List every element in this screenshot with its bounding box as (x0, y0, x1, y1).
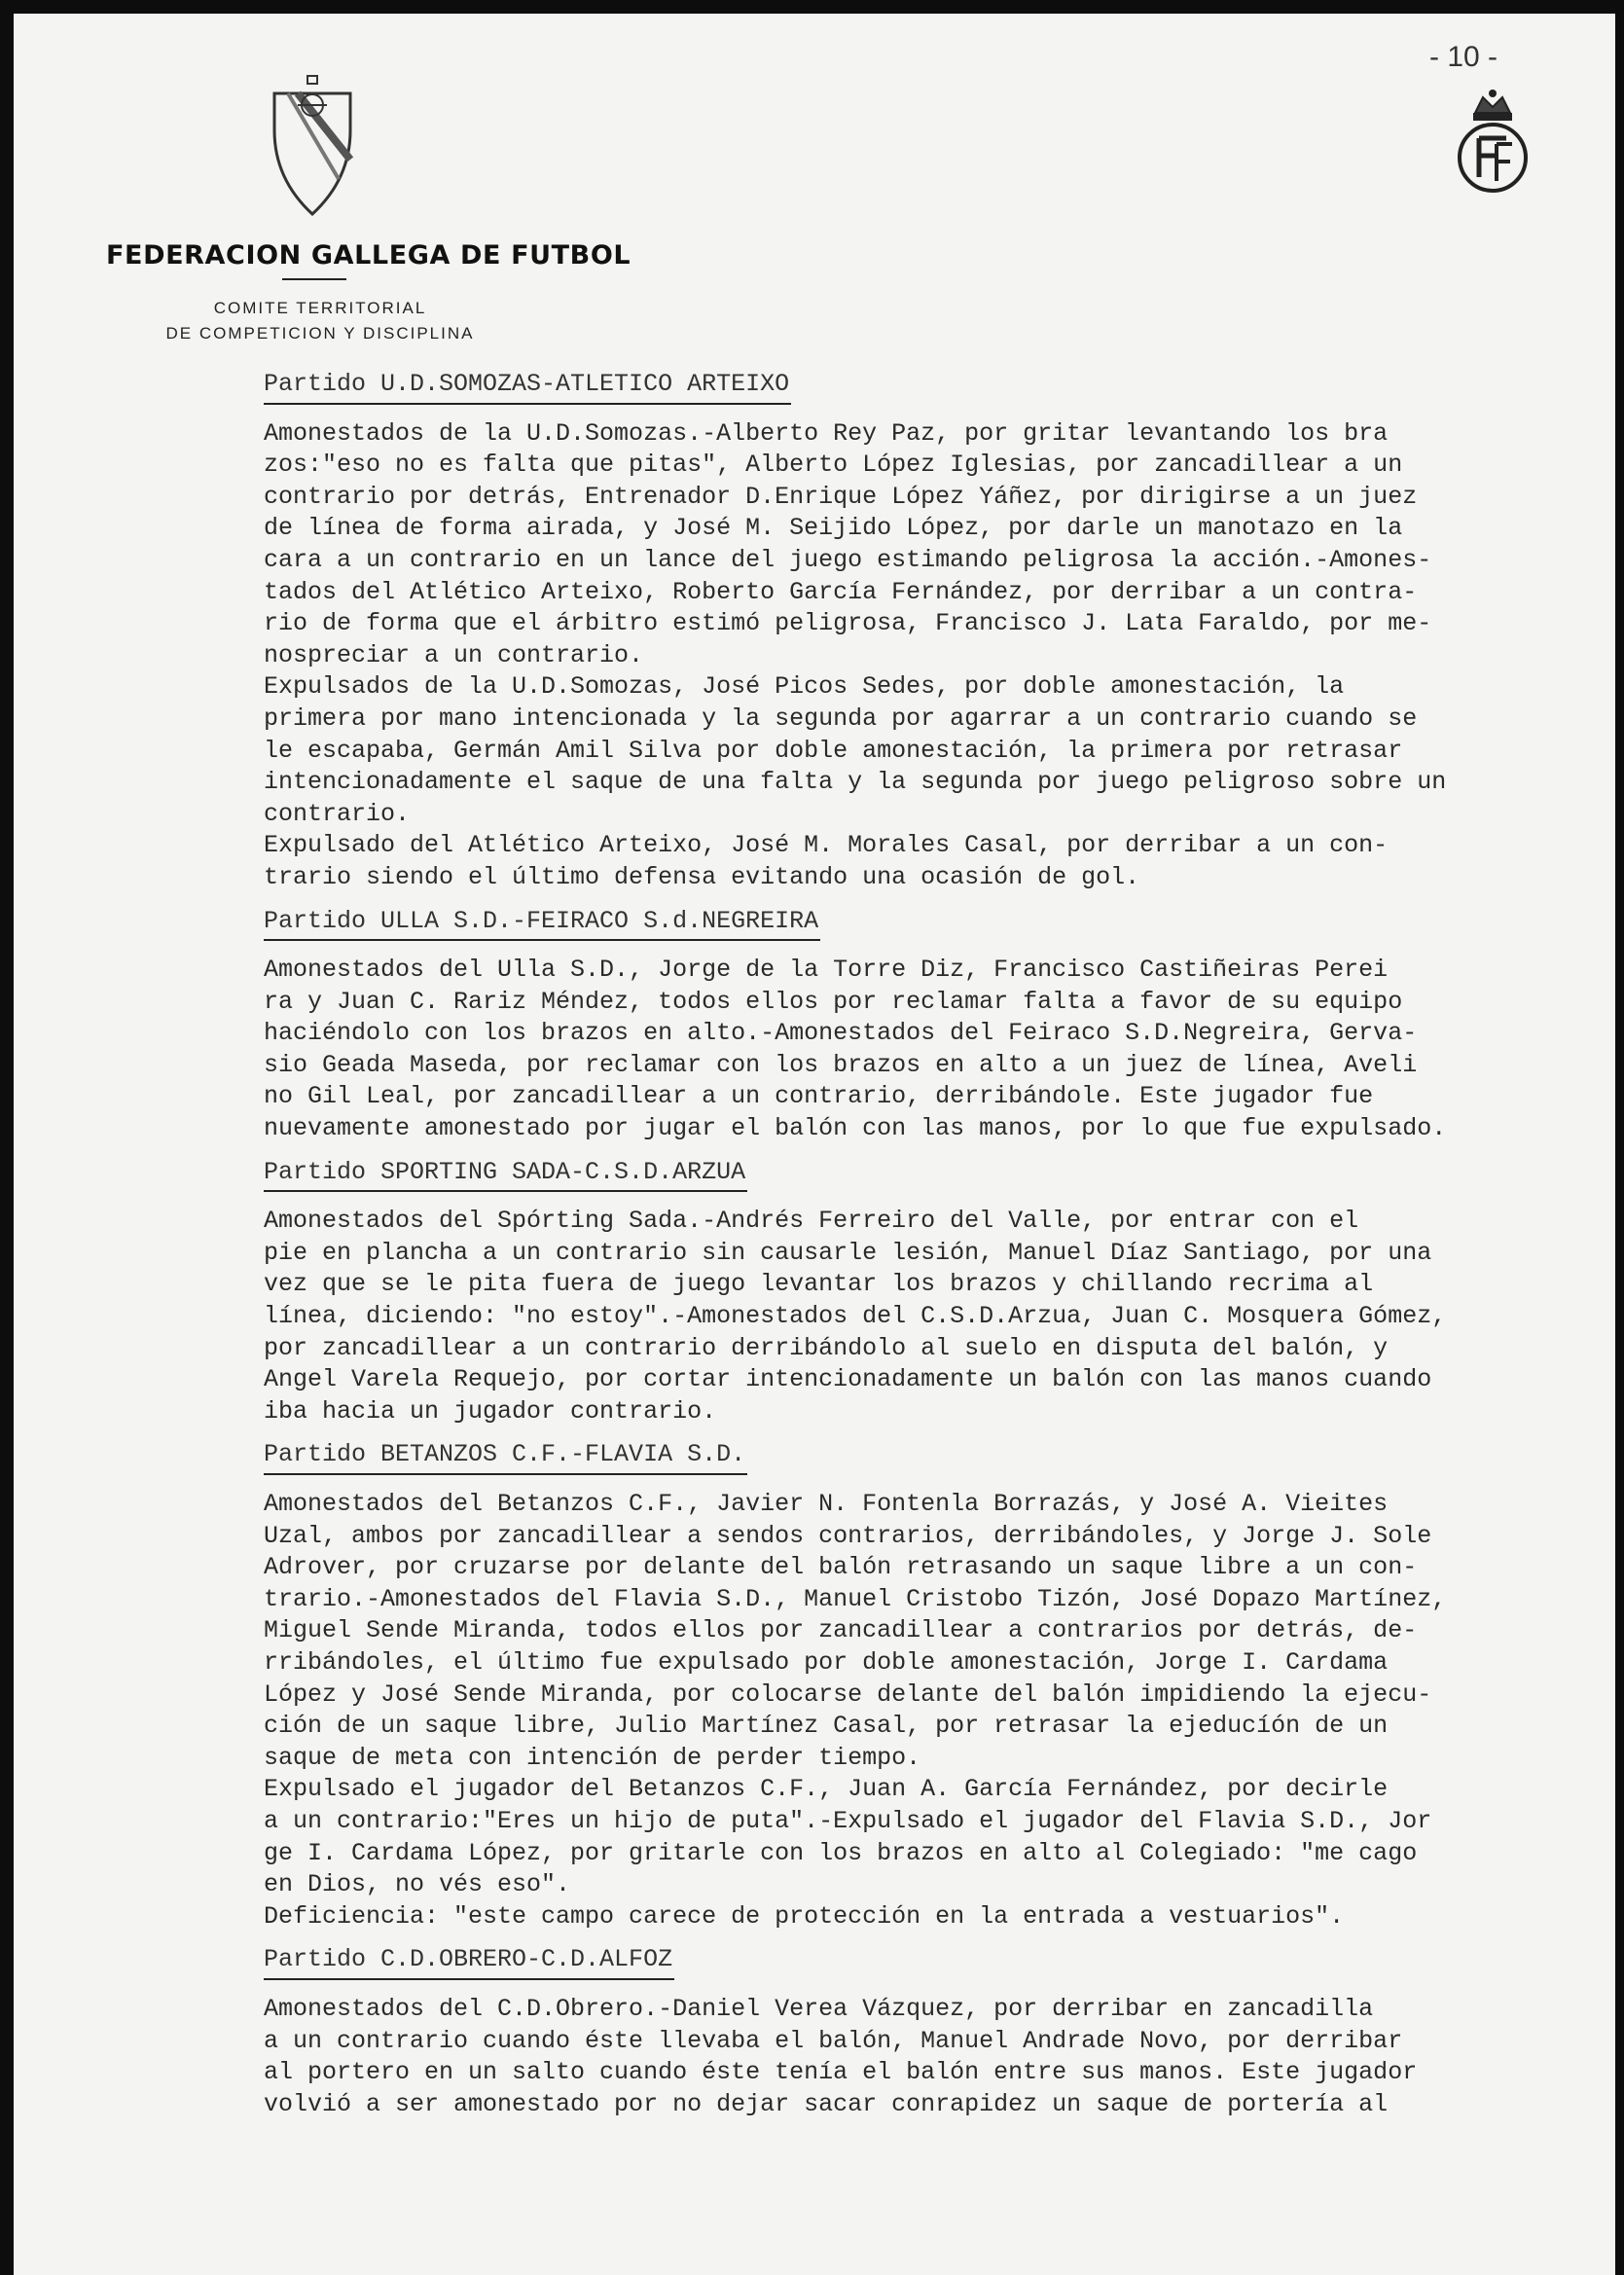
page-number: - 10 - (1429, 41, 1498, 73)
match-section (264, 369, 1572, 894)
paragraph: Amonestados del C.D.Obrero.-Daniel Verea Vázquez, por derribar en zancadilla a un contrario cuando éste llevaba el balón, Manuel Andrade Novo, por derribar al portero en un salto cuando éste tenía el balón entre sus manos. Este jugador volvió a ser amonestado por no dejar sacar conrapidez un saque de portería al (264, 1994, 1418, 2118)
federation-shield-icon (269, 72, 356, 218)
royal-crown-emblem-icon (1454, 84, 1532, 199)
paragraph: Expulsado el jugador del Betanzos C.F., Juan A. García Fernández, por decirle a un contrario:"Eres un hijo de puta".-Expulsado el jugador del Flavia S.D., Jor ge I. Cardama López, por gritarle con los brazos en alto al Colegiado: "me cago en Dios, no vés eso". (264, 1775, 1432, 1899)
match-section (264, 1439, 1572, 1932)
match-title: Partido C.D.OBRERO-C.D.ALFOZ (264, 1944, 674, 1980)
committee-line-1: COMITE TERRITORIAL (213, 299, 427, 317)
paragraph: Deficiencia: "este campo carece de protección en la entrada a vestuarios". (264, 1901, 1345, 1931)
divider (282, 278, 346, 280)
federation-name: FEDERACION GALLEGA DE FUTBOL (106, 240, 632, 271)
match-section (264, 906, 1572, 1145)
match-section (264, 1157, 1572, 1428)
paragraph: Amonestados del Betanzos C.F., Javier N. Fontenla Borrazás, y José A. Vieites Uzal, ambos por zancadillear a sendos contrarios, derribándoles, y Jorge J. Sole Adrover, por cruzarse por delante del balón retrasando un saque libre a un con- trario.-Amonestados del Flavia S.D., Manuel Cristobo Tizón, José Dopazo Martínez, Miguel Sende Miranda, todos ellos por zancadillear a contrarios por detrás, de- rribándoles, el último fue expulsado por doble amonestación, Jorge I. Cardama López y José Sende Miranda, por colocarse delante del balón impidiendo la ejecu- ción de un saque libre, Julio Martínez Casal, por retrasar la ejeducíón de un saque de meta con intención de perder tiempo. (264, 1490, 1447, 1772)
match-title: Partido SPORTING SADA-C.S.D.ARZUA (264, 1157, 747, 1193)
document-body (264, 369, 1572, 2132)
committee-name (91, 296, 549, 346)
paragraph: Expulsados de la U.D.Somozas, José Picos Sedes, por doble amonestación, la primera por mano intencionada y la segunda por agarrar a un contrario cuando se le escapaba, Germán Amil Silva por doble amonestación, la primera por retrasar intencionadamente el saque de una falta y la segunda por juego peligroso sobre un contrario. (264, 672, 1447, 828)
committee-line-2: DE COMPETICION Y DISCIPLINA (165, 324, 475, 343)
paragraph: Expulsado del Atlético Arteixo, José M. Morales Casal, por derribar a un con- trario siendo el último defensa evitando una ocasión de gol. (264, 831, 1389, 891)
paragraph: Amonestados de la U.D.Somozas.-Alberto Rey Paz, por gritar levantando los bra zos:"eso no es falta que pitas", Alberto López Iglesias, por zancadillear a un contrario por detrás, Entrenador D.Enrique López Yáñez, por dirigirse a un juez de línea de forma airada, y José M. Seijido López, por darle un manotazo en la cara a un contrario en un lance del juego estimando peligrosa la acción.-Amones- tados del Atlético Arteixo, Roberto García Fernández, por derribar a un contra- rio de forma que el árbitro estimó peligrosa, Francisco J. Lata Faraldo, por me- nospreciar a un contrario. (264, 418, 1432, 669)
match-section (264, 1944, 1572, 2120)
match-title: Partido ULLA S.D.-FEIRACO S.d.NEGREIRA (264, 906, 820, 942)
paragraph: Amonestados del Ulla S.D., Jorge de la Torre Diz, Francisco Castiñeiras Perei ra y Juan C. Rariz Méndez, todos ellos por reclamar falta a favor de su equipo haciéndolo con los brazos en alto.-Amonestados del Feiraco S.D.Negreira, Gerva- sio Geada Maseda, por reclamar con los brazos en alto a un juez de línea, Aveli no Gil Leal, por zancadillear a un contrario, derribándole. Este jugador fue nuevamente amonestado por jugar el balón con las manos, por lo que fue expulsado. (264, 956, 1447, 1143)
document-page (14, 14, 1615, 2275)
match-title: Partido BETANZOS C.F.-FLAVIA S.D. (264, 1439, 747, 1475)
paragraph: Amonestados del Spórting Sada.-Andrés Ferreiro del Valle, por entrar con el pie en plancha a un contrario sin causarle lesión, Manuel Díaz Santiago, por una vez que se le pita fuera de juego levantar los brazos y chillando recrima al línea, diciendo: "no estoy".-Amonestados del C.S.D.Arzua, Juan C. Mosquera Gómez, por zancadillear a un contrario derribándolo al suelo en disputa del balón, y Angel Varela Requejo, por cortar intencionadamente un balón con las manos cuando iba hacia un jugador contrario. (264, 1207, 1447, 1426)
match-title: Partido U.D.SOMOZAS-ATLETICO ARTEIXO (264, 369, 791, 405)
